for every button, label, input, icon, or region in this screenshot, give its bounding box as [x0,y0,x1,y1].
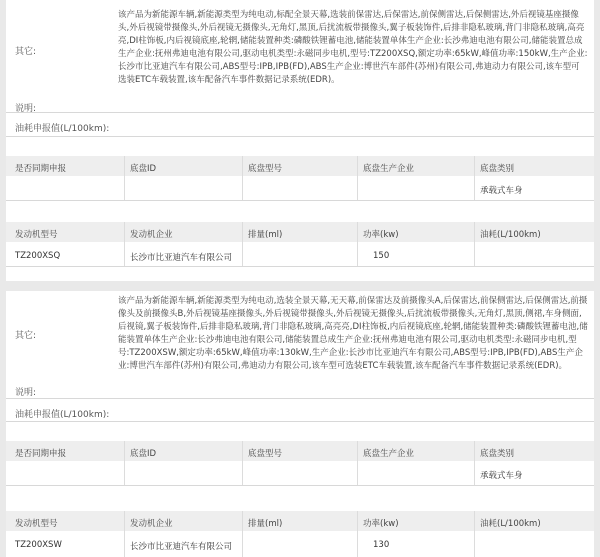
col-divider [474,156,475,200]
vehicle-spec-block-2 [6,291,594,557]
divider [6,421,594,422]
chassis-header-cell: 是否同期申报 [15,449,67,459]
engine-power-value: 150 [373,251,390,261]
note-label: 说明: [15,104,37,114]
col-divider [242,156,243,200]
other-text: 该产品为新能源车辆,新能源类型为纯电动,选装全景天幕,无天幕,前保雷达及前摄像头A,后保雷达,前保侧雷达,后保侧雷达,前摄像头及前摄像头B,外后视镜基座摄像头,外后视镜带摄像头,外后视镜无摄像头,后扰流板带摄像头,无角灯,黑顶,侧裙,车身侧面,后视镜,翼子板装饰件,后排非隐私玻璃,背门非隐私玻璃,高亮亮,DI柱饰板,内后视镜底座,轮辋,储能装置种类:磷酸铁锂蓄电池,储能装置单体生产企业:长沙弗迪电池有限公司,储能装置总成生产企业:抚州弗迪电池有限公司,驱动电机类型:永磁同步电机,型号:TZ200XSW,额定功率:65kW,峰值功率:130kW,生产企业:长沙市比亚迪汽车有限公司,ABS型号:IPB,IPB(FD),ABS生产企业:博世汽车部件(苏州)有限公司,弗迪动力有限公司,该车型可选装ETC车载装置,该车配备汽车事件数据记录系统(EDR)。 [118,296,588,371]
engine-header-cell: 发动机企业 [130,230,173,240]
divider [6,112,594,113]
other-label: 其它: [15,331,37,341]
col-divider [124,441,125,485]
engine-header-cell: 排量(ml) [248,230,283,240]
col-divider [357,441,358,485]
col-divider [474,511,475,557]
col-divider [242,511,243,557]
divider [6,266,594,267]
chassis-header-cell: 底盘ID [130,164,157,174]
col-divider [357,511,358,557]
divider [6,136,594,137]
col-divider [474,222,475,266]
engine-header-cell: 功率(kw) [363,519,399,529]
chassis-header-cell: 底盘生产企业 [363,449,415,459]
col-divider [124,156,125,200]
vehicle-spec-block-1 [6,0,594,281]
chassis-header-cell: 是否同期申报 [15,164,67,174]
engine-header-cell: 发动机型号 [15,230,58,240]
engine-header-cell: 排量(ml) [248,519,283,529]
chassis-type-value: 承载式车身 [480,471,523,481]
engine-power-value: 130 [373,540,390,550]
col-divider [242,441,243,485]
chassis-header-cell: 底盘生产企业 [363,164,415,174]
chassis-header-cell: 底盘型号 [248,449,283,459]
chassis-header-cell: 底盘类别 [480,449,515,459]
col-divider [124,222,125,266]
engine-company-value: 长沙市比亚迪汽车有限公司 [130,542,233,552]
other-text: 该产品为新能源车辆,新能源类型为纯电动,标配全景天幕,选装前保雷达,后保雷达,前保侧雷达,后保侧雷达,外后视镜基座摄像头,外后视镜带摄像头,外后视镜无摄像头,无角灯,黑顶,后扰流板带摄像头,翼子板装饰件,后排非隐私玻璃,背门非隐私玻璃,高亮亮,DI柱饰板,内后视镜底座,轮辋,储能装置种类:磷酸铁锂蓄电池,储能装置单体生产企业:长沙弗迪电池有限公司,储能装置总成生产企业:抚州弗迪电池有限公司,驱动电机类型:永磁同步电机,型号:TZ200XSQ,额定功率:65kW,峰值功率:150kW,生产企业:长沙市比亚迪汽车有限公司,ABS型号:IPB,IPB(FD),ABS生产企业:博世汽车部件(苏州)有限公司,弗迪动力有限公司,该车型可选装ETC车载装置,该车配备汽车事件数据记录系统(EDR)。 [118,10,588,85]
engine-header-cell: 油耗(L/100km) [480,230,541,240]
col-divider [474,441,475,485]
col-divider [242,222,243,266]
engine-header-cell: 发动机型号 [15,519,58,529]
divider [6,398,594,399]
divider [6,485,594,486]
engine-header-cell: 功率(kw) [363,230,399,240]
col-divider [357,156,358,200]
col-divider [357,222,358,266]
engine-model-value: TZ200XSQ [15,251,61,261]
engine-header-cell: 油耗(L/100km) [480,519,541,529]
engine-company-value: 长沙市比亚迪汽车有限公司 [130,253,233,263]
chassis-header-cell: 底盘ID [130,449,157,459]
divider [6,200,594,201]
fuel-declared-label: 油耗申报值(L/100km): [15,410,110,420]
chassis-header-cell: 底盘型号 [248,164,283,174]
chassis-type-value: 承载式车身 [480,186,523,196]
chassis-header-cell: 底盘类别 [480,164,515,174]
engine-model-value: TZ200XSW [15,540,62,550]
note-label: 说明: [15,388,37,398]
other-label: 其它: [15,47,37,57]
fuel-declared-label: 油耗申报值(L/100km): [15,124,110,134]
col-divider [124,511,125,557]
engine-header-cell: 发动机企业 [130,519,173,529]
